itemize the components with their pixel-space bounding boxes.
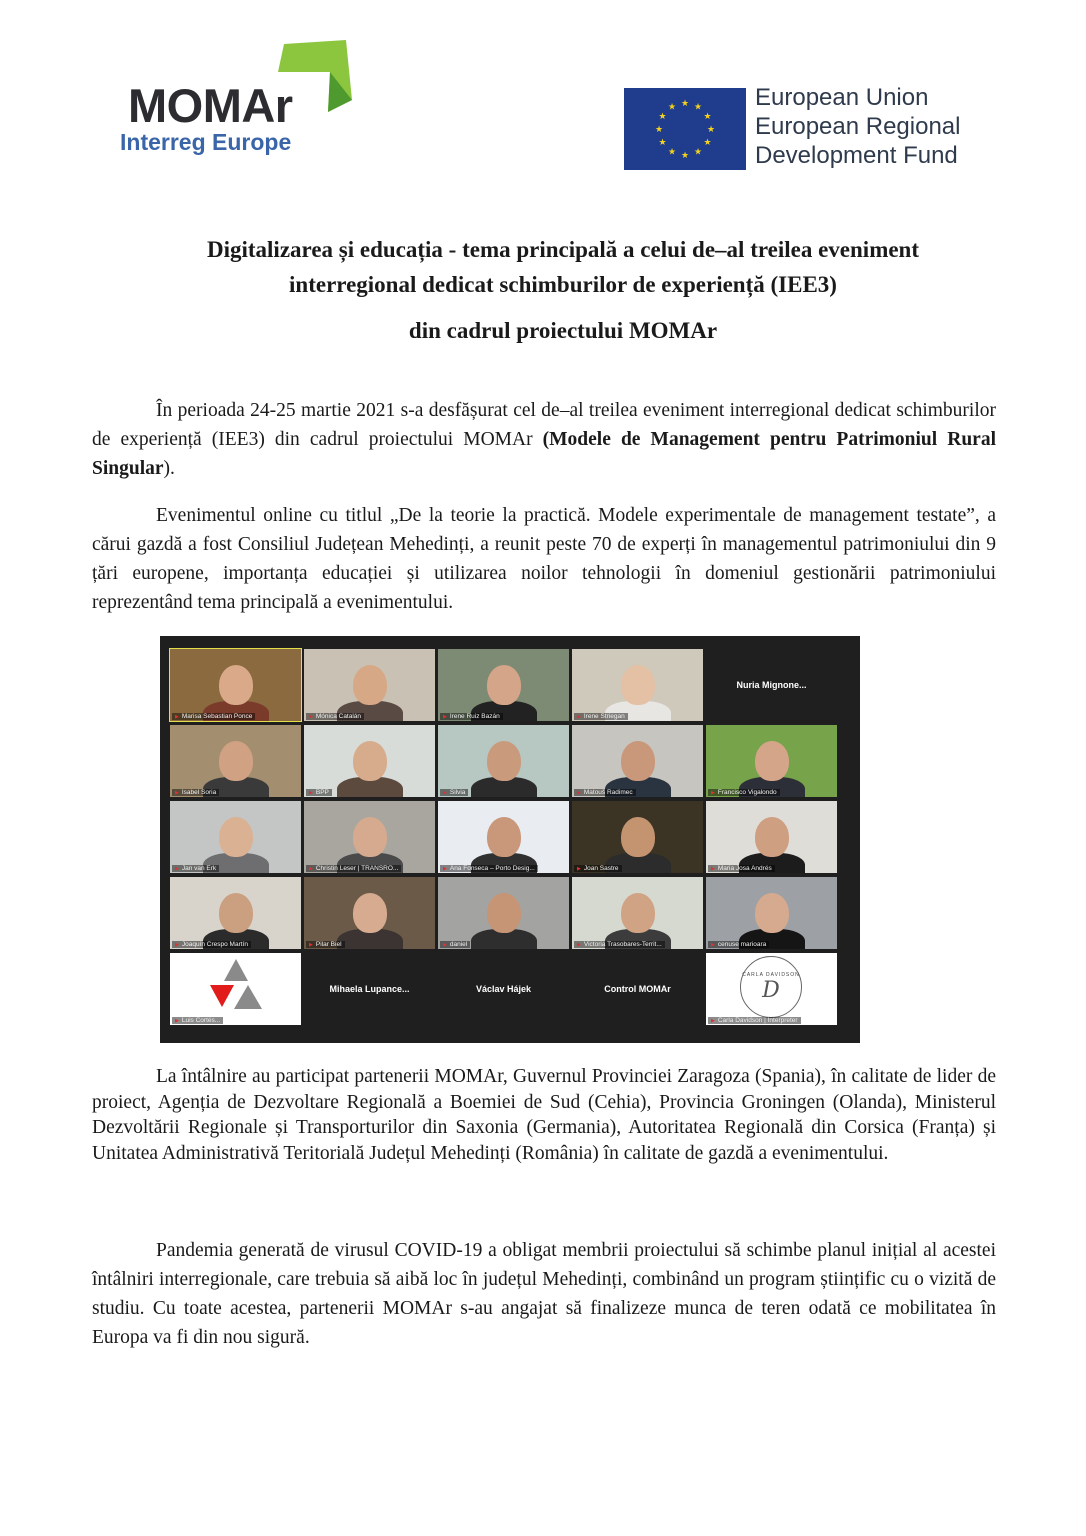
paragraph-event — [92, 501, 996, 617]
participant-face — [353, 665, 387, 705]
participant-tile — [438, 801, 569, 873]
interreg-wordmark: Interreg Europe — [120, 129, 292, 155]
participant-face — [621, 665, 655, 705]
participant-name: ▶ Joaquín Crespo Martín — [172, 941, 251, 948]
participant-face — [353, 893, 387, 933]
eu-star-icon: ★ — [667, 146, 677, 157]
pandemic-text: Pandemia generată de virusul COVID-19 a obligat membrii proiectului să schimbe planul inițial al acestei întâlniri interregionale, care trebuia să aibă loc în județul Mehedinți, combinând un program științific cu o vizită de studiu. Cu toate acestea, partenerii MOMAr s-au angajat să finalizeze munca de teren odată ce mobilitatea în Europa va fi din nou sigură. — [92, 1240, 996, 1348]
participant-label: Václav Hájek — [475, 984, 532, 994]
participant-name: ▶ Victoria Trasobares-Territ... — [574, 941, 665, 948]
participant-tile — [438, 877, 569, 949]
participant-name: ▶ daniel — [440, 941, 470, 948]
participant-name: ▶ Silvia — [440, 789, 468, 796]
participant-face — [755, 741, 789, 781]
participant-tile — [706, 877, 837, 949]
participant-tile — [706, 953, 837, 1025]
participant-name: ▶ cenuse marioara — [708, 941, 769, 948]
participant-tile — [170, 953, 301, 1025]
page-title — [90, 232, 1036, 302]
participant-tile — [170, 877, 301, 949]
participant-face — [487, 665, 521, 705]
participant-tile — [304, 725, 435, 797]
participant-tile — [706, 649, 837, 721]
momar-logo — [118, 38, 368, 163]
participant-face — [621, 741, 655, 781]
eu-line-3: Development Fund — [755, 142, 958, 169]
participant-face — [621, 893, 655, 933]
participant-name: ▶ Maria Josa Andrés — [708, 865, 775, 872]
participant-face — [621, 817, 655, 857]
participant-tile — [572, 953, 703, 1025]
participant-tile — [304, 953, 435, 1025]
eu-star-icon: ★ — [658, 137, 667, 147]
participant-tile — [304, 801, 435, 873]
eu-line-2: European Regional — [755, 113, 961, 140]
participant-name: ▶ Pilar Biel — [306, 941, 345, 948]
participant-face — [353, 817, 387, 857]
video-call-screenshot — [160, 636, 860, 1043]
participants-text: La întâlnire au participat partenerii MOMAr, Guvernul Provinciei Zaragoza (Spania), în calitate de lider de proiect, Agenția de Dezvoltare Regională a Boemiei de Sud (Cehia), Provincia Groningen (Olanda), Ministerul Dezvoltării Regionale și Transporturilor din Saxonia (Germania), Autoritatea Regională din Corsica (Franța) și Unitatea Administrativă Teritorială Județul Mehedinți (România) în calitate de gazdă a evenimentului. — [92, 1066, 996, 1164]
eu-star-icon: ★ — [654, 124, 664, 134]
paragraph-pandemic — [92, 1236, 996, 1352]
eu-star-icon: ★ — [703, 137, 712, 147]
participant-name: ▶ Irene Striegan — [574, 713, 628, 720]
carla-logo-text: CARLA DAVIDSON — [742, 971, 800, 978]
participant-tile — [706, 725, 837, 797]
participant-face — [219, 817, 253, 857]
participant-tile — [572, 725, 703, 797]
participant-tile — [304, 649, 435, 721]
participant-tile — [438, 649, 569, 721]
participant-name: ▶ Ana Fonseca – Porto Desig... — [440, 865, 538, 872]
paragraph-participants — [92, 1064, 996, 1166]
triangles-logo-icon — [196, 957, 276, 1017]
participant-label: Mihaela Lupance... — [329, 984, 410, 994]
participant-name: ▶ Carla Davidson | Interpreter — [708, 1017, 801, 1024]
participant-name: ▶ Matouš Radimec — [574, 789, 636, 796]
title-line-1: Digitalizarea și educația - tema principală a celui de–al treilea eveniment — [206, 237, 920, 262]
intro-end: ). — [163, 458, 175, 479]
eu-logo — [624, 86, 984, 172]
eu-star-icon: ★ — [667, 101, 677, 112]
eu-star-icon: ★ — [680, 150, 690, 160]
participant-tile — [572, 649, 703, 721]
eu-star-icon: ★ — [680, 98, 690, 108]
event-text: Evenimentul online cu titlul „De la teorie la practică. Modele experimentale de management testate”, a cărui gazdă a fost Consiliul Județean Mehedinți, a reunit peste 70 de experți în managementul patrimoniului din 9 țări europene, importanța educației și utilizarea noilor tehnologii în domeniul gestionării patrimoniului reprezentând tema principală a evenimentului. — [92, 505, 996, 613]
carla-logo-icon — [740, 956, 802, 1018]
eu-star-icon: ★ — [703, 111, 712, 121]
participant-name: ▶ Joan Sastre — [574, 865, 622, 872]
participant-face — [219, 741, 253, 781]
paragraph-intro — [92, 396, 996, 483]
title-line-3: din cadrul proiectului MOMAr — [408, 318, 718, 343]
participant-tile — [170, 725, 301, 797]
participant-name: ▶ Francisco Vigalondo — [708, 789, 780, 796]
eu-star-icon: ★ — [693, 146, 703, 157]
participant-tile — [438, 953, 569, 1025]
participant-name: ▶ Christin Leser | TRANSRO... — [306, 865, 401, 872]
participant-name: ▶ BPP — [306, 789, 332, 796]
eu-star-icon: ★ — [693, 101, 703, 112]
momar-wordmark: MOMAr — [128, 79, 293, 132]
participant-face — [219, 665, 253, 705]
participant-tile — [438, 725, 569, 797]
intro-bold-text: (Modele de Management pentru Patrimoniul Rural Singular — [92, 429, 996, 479]
participant-face — [219, 893, 253, 933]
participant-name: ▶ Jan van Erk — [172, 865, 219, 872]
intro-text: În perioada 24-25 martie 2021 s-a desfășurat cel de–al treilea eveniment interregional dedicat schimburilor de experiență (IEE3) din cadrul proiectului MOMAr — [92, 400, 996, 450]
participant-tile — [170, 801, 301, 873]
participant-name: ▶ Mónica Catalán — [306, 713, 364, 720]
participant-face — [487, 893, 521, 933]
participant-tile — [706, 801, 837, 873]
participant-tile — [170, 649, 301, 721]
carla-logo-mark: D — [762, 977, 780, 1003]
participant-face — [755, 817, 789, 857]
participant-tile — [572, 877, 703, 949]
participant-face — [487, 741, 521, 781]
participant-face — [353, 741, 387, 781]
eu-line-1: European Union — [755, 84, 929, 111]
participant-name: ▶ Marisa Sebastian Ponce — [172, 713, 255, 720]
participant-name: ▶ Irene Ruiz Bazán — [440, 713, 503, 720]
eu-star-icon: ★ — [658, 111, 667, 121]
participant-label: Control MOMAr — [604, 984, 671, 994]
participant-name: ▶ Isabel Soria — [172, 789, 219, 796]
participant-face — [755, 893, 789, 933]
title-line-2: interregional dedicat schimburilor de experiență (IEE3) — [289, 272, 837, 297]
participant-tile — [304, 877, 435, 949]
eu-flag-icon — [624, 88, 746, 170]
participant-name: ▶ Luis Cortés... — [172, 1017, 223, 1024]
participant-tile — [572, 801, 703, 873]
participant-face — [487, 817, 521, 857]
eu-star-icon: ★ — [706, 124, 716, 134]
participant-label: Nuria Mignone... — [736, 680, 807, 690]
